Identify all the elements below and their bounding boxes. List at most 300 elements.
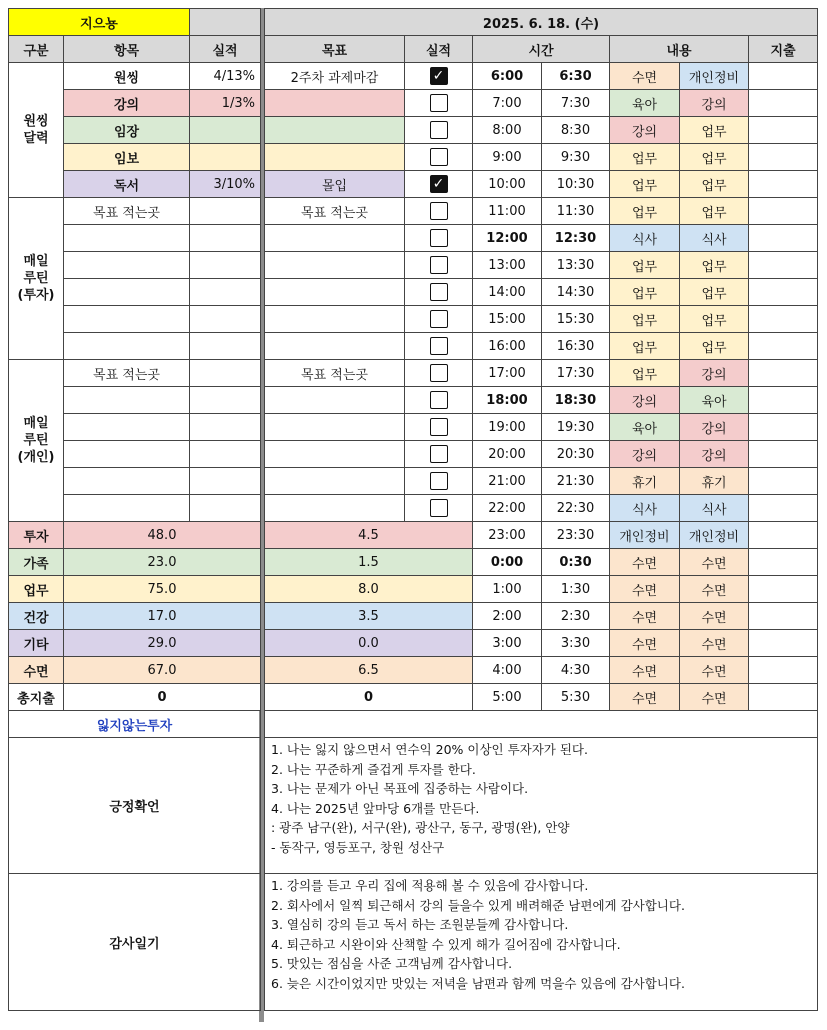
gratitude-line: 5. 맛있는 점심을 사준 고객님께 감사합니다. <box>271 956 513 971</box>
checkbox-checked[interactable]: ✓ <box>430 67 448 85</box>
time-start[interactable]: 17:00 <box>473 360 542 387</box>
content-cell[interactable]: 업무 <box>680 144 749 171</box>
content-cell[interactable]: 수면 <box>610 549 680 576</box>
checkbox-cell[interactable] <box>405 306 473 333</box>
expense-cell[interactable] <box>749 117 818 144</box>
content-cell[interactable]: 수면 <box>680 630 749 657</box>
schedule-row <box>265 387 818 414</box>
expense-cell[interactable] <box>749 441 818 468</box>
content-cell[interactable]: 개인정비 <box>680 522 749 549</box>
checkbox[interactable] <box>430 148 448 166</box>
affirmations-line: : 광주 남구(완), 서구(완), 광산구, 동구, 광명(완), 안양 <box>271 820 570 835</box>
time-end[interactable]: 22:30 <box>542 495 610 522</box>
goal-cell[interactable] <box>265 252 405 279</box>
content-cell[interactable]: 휴기 <box>680 468 749 495</box>
result-cell[interactable] <box>190 144 261 171</box>
gratitude-line: 3. 열심히 강의 듣고 독서 하는 조원분들께 감사합니다. <box>271 917 569 932</box>
summary-row <box>9 576 261 603</box>
summary-hours[interactable]: 0 <box>265 684 473 711</box>
checkbox[interactable] <box>430 499 448 517</box>
item-cell[interactable] <box>64 306 190 333</box>
item-cell[interactable] <box>64 468 190 495</box>
left-pane <box>8 8 260 1011</box>
summary-hours[interactable]: 1.5 <box>265 549 473 576</box>
item-cell[interactable]: 목표 적는곳 <box>64 198 190 225</box>
checkbox[interactable] <box>430 445 448 463</box>
expense-cell[interactable] <box>749 657 818 684</box>
group-label-line: 루틴 <box>23 271 49 286</box>
item-cell[interactable] <box>64 414 190 441</box>
date-row <box>265 9 818 36</box>
goal-cell[interactable]: 2주차 과제마감 <box>265 63 405 90</box>
content-cell[interactable]: 업무 <box>680 306 749 333</box>
expense-cell[interactable] <box>749 144 818 171</box>
result-cell[interactable] <box>190 279 261 306</box>
expense-cell[interactable] <box>749 90 818 117</box>
col-header-result[interactable]: 실적 <box>190 36 261 63</box>
name-cell[interactable]: 지으뇽 <box>9 9 190 36</box>
content-cell[interactable]: 업무 <box>680 279 749 306</box>
summary-value[interactable]: 0 <box>64 684 261 711</box>
summary-time-row <box>265 630 818 657</box>
content-cell[interactable]: 수면 <box>610 657 680 684</box>
result-cell[interactable] <box>190 495 261 522</box>
content-cell[interactable]: 수면 <box>680 549 749 576</box>
summary-value[interactable]: 48.0 <box>64 522 261 549</box>
summary-label[interactable]: 총지출 <box>9 684 64 711</box>
affirm-row <box>9 738 261 874</box>
content-cell[interactable]: 개인정비 <box>610 522 680 549</box>
expense-cell[interactable] <box>749 387 818 414</box>
summary-row <box>9 630 261 657</box>
blank-row <box>265 711 818 738</box>
checkbox-cell[interactable] <box>405 414 473 441</box>
goal-cell[interactable] <box>265 414 405 441</box>
checkbox-cell[interactable] <box>405 360 473 387</box>
expense-cell[interactable] <box>749 630 818 657</box>
result-cell[interactable] <box>190 306 261 333</box>
right-header-row <box>265 36 818 63</box>
content-cell[interactable]: 강의 <box>680 360 749 387</box>
schedule-row <box>265 252 818 279</box>
col-header-done[interactable]: 실적 <box>405 36 473 63</box>
affirmations-line: 4. 나는 2025년 앞마당 6개를 만든다. <box>271 800 480 816</box>
result-cell[interactable] <box>190 441 261 468</box>
checkbox-cell[interactable] <box>405 279 473 306</box>
summary-row <box>9 522 261 549</box>
right-pane <box>264 8 817 1011</box>
col-header-category[interactable]: 구분 <box>9 36 64 63</box>
content-cell[interactable]: 수면 <box>680 603 749 630</box>
right-table <box>264 8 818 1011</box>
goal-cell[interactable] <box>265 117 405 144</box>
group-label-line: 달력 <box>23 131 49 146</box>
time-start[interactable]: 16:00 <box>473 333 542 360</box>
schedule-row <box>265 468 818 495</box>
time-end[interactable]: 17:30 <box>542 360 610 387</box>
content-cell[interactable]: 식사 <box>680 225 749 252</box>
content-cell[interactable]: 업무 <box>680 252 749 279</box>
date-cell[interactable]: 2025. 6. 18. (수) <box>265 9 818 36</box>
checkbox[interactable] <box>430 472 448 490</box>
col-header-time[interactable]: 시간 <box>473 36 610 63</box>
goal-cell[interactable] <box>265 333 405 360</box>
left-row <box>9 198 261 225</box>
time-start[interactable]: 12:00 <box>473 225 542 252</box>
goal-cell[interactable]: 목표 적는곳 <box>265 198 405 225</box>
result-cell[interactable] <box>190 387 261 414</box>
expense-cell[interactable] <box>749 576 818 603</box>
expense-cell[interactable] <box>749 306 818 333</box>
time-start[interactable]: 3:00 <box>473 630 542 657</box>
checkbox[interactable] <box>430 337 448 355</box>
summary-label[interactable]: 기타 <box>9 630 64 657</box>
time-end[interactable]: 12:30 <box>542 225 610 252</box>
time-start[interactable]: 22:00 <box>473 495 542 522</box>
time-end[interactable]: 3:30 <box>542 630 610 657</box>
content-cell[interactable]: 수면 <box>680 576 749 603</box>
group-label[interactable] <box>9 198 64 360</box>
time-end[interactable]: 21:30 <box>542 468 610 495</box>
content-cell[interactable]: 식사 <box>610 225 680 252</box>
result-cell[interactable] <box>190 414 261 441</box>
checkbox-cell[interactable] <box>405 468 473 495</box>
time-start[interactable]: 0:00 <box>473 549 542 576</box>
time-end[interactable]: 5:30 <box>542 684 610 711</box>
group-label[interactable] <box>9 360 64 522</box>
time-end[interactable]: 15:30 <box>542 306 610 333</box>
time-end[interactable]: 13:30 <box>542 252 610 279</box>
expense-cell[interactable] <box>749 63 818 90</box>
summary-label[interactable]: 투자 <box>9 522 64 549</box>
gratitude-row <box>9 874 261 1011</box>
item-cell[interactable]: 임보 <box>64 144 190 171</box>
expense-cell[interactable] <box>749 279 818 306</box>
result-cell[interactable] <box>190 252 261 279</box>
time-end[interactable]: 11:30 <box>542 198 610 225</box>
group-label[interactable] <box>9 63 64 198</box>
summary-hours[interactable]: 0.0 <box>265 630 473 657</box>
content-cell[interactable]: 강의 <box>680 90 749 117</box>
result-cell[interactable]: 4/13% <box>190 63 261 90</box>
col-header-item[interactable]: 항목 <box>64 36 190 63</box>
checkbox[interactable] <box>430 418 448 436</box>
goal-cell[interactable]: 목표 적는곳 <box>265 360 405 387</box>
gratitude-line: 2. 회사에서 일찍 퇴근해서 강의 들을수 있게 배려해준 남편에게 감사합니다. <box>271 897 685 913</box>
gratitude-text[interactable] <box>265 874 818 1011</box>
summary-hours[interactable]: 8.0 <box>265 576 473 603</box>
time-start[interactable]: 18:00 <box>473 387 542 414</box>
time-end[interactable]: 1:30 <box>542 576 610 603</box>
goal-cell[interactable]: 몰입 <box>265 171 405 198</box>
summary-label[interactable]: 건강 <box>9 603 64 630</box>
time-end[interactable]: 9:30 <box>542 144 610 171</box>
schedule-row <box>265 117 818 144</box>
goal-cell[interactable] <box>265 279 405 306</box>
group-label-line: (투자) <box>17 288 55 303</box>
item-cell[interactable] <box>64 387 190 414</box>
goal-cell[interactable] <box>265 468 405 495</box>
checkbox-cell[interactable] <box>405 225 473 252</box>
summary-hours[interactable]: 6.5 <box>265 657 473 684</box>
affirmations-text[interactable] <box>265 738 818 874</box>
checkbox[interactable] <box>430 229 448 247</box>
time-start[interactable]: 1:00 <box>473 576 542 603</box>
schedule-row <box>265 495 818 522</box>
slogan-row <box>9 711 261 738</box>
content-cell[interactable]: 업무 <box>680 333 749 360</box>
expense-cell[interactable] <box>749 414 818 441</box>
group-label-line: 원씽 <box>23 114 49 129</box>
slogan[interactable]: 잃지않는투자 <box>9 711 261 738</box>
time-start[interactable]: 19:00 <box>473 414 542 441</box>
content-cell[interactable]: 식사 <box>610 495 680 522</box>
goal-cell[interactable] <box>265 144 405 171</box>
result-cell[interactable]: 1/3% <box>190 90 261 117</box>
checkbox[interactable] <box>430 121 448 139</box>
content-cell[interactable]: 강의 <box>680 414 749 441</box>
content-cell[interactable]: 업무 <box>610 171 680 198</box>
checkbox-cell[interactable] <box>405 171 473 198</box>
time-end[interactable]: 8:30 <box>542 117 610 144</box>
checkbox-cell[interactable] <box>405 495 473 522</box>
expense-cell[interactable] <box>749 549 818 576</box>
expense-cell[interactable] <box>749 603 818 630</box>
summary-hours[interactable]: 3.5 <box>265 603 473 630</box>
goal-cell[interactable] <box>265 441 405 468</box>
summary-label[interactable]: 가족 <box>9 549 64 576</box>
result-cell[interactable] <box>190 117 261 144</box>
group-label-line: 루틴 <box>23 433 49 448</box>
content-cell[interactable]: 업무 <box>680 198 749 225</box>
summary-value[interactable]: 67.0 <box>64 657 261 684</box>
schedule-row <box>265 171 818 198</box>
checkbox-cell[interactable] <box>405 117 473 144</box>
checkbox-cell[interactable] <box>405 63 473 90</box>
content-cell[interactable]: 수면 <box>610 576 680 603</box>
content-cell[interactable]: 수면 <box>610 684 680 711</box>
time-start[interactable]: 23:00 <box>473 522 542 549</box>
content-cell[interactable]: 수면 <box>680 684 749 711</box>
summary-time-row <box>265 657 818 684</box>
goal-cell[interactable] <box>265 306 405 333</box>
expense-cell[interactable] <box>749 360 818 387</box>
time-end[interactable]: 6:30 <box>542 63 610 90</box>
time-start[interactable]: 2:00 <box>473 603 542 630</box>
checkbox[interactable] <box>430 94 448 112</box>
checkbox-cell[interactable] <box>405 252 473 279</box>
content-cell[interactable]: 업무 <box>610 333 680 360</box>
time-end[interactable]: 0:30 <box>542 549 610 576</box>
item-cell[interactable] <box>64 252 190 279</box>
checkbox[interactable] <box>430 364 448 382</box>
summary-label[interactable]: 업무 <box>9 576 64 603</box>
result-cell[interactable] <box>190 333 261 360</box>
item-cell[interactable] <box>64 279 190 306</box>
col-header-goal[interactable]: 목표 <box>265 36 405 63</box>
item-cell[interactable] <box>64 225 190 252</box>
checkbox-cell[interactable] <box>405 333 473 360</box>
expense-cell[interactable] <box>749 522 818 549</box>
expense-cell[interactable] <box>749 252 818 279</box>
time-end[interactable]: 2:30 <box>542 603 610 630</box>
gratitude <box>265 874 818 1011</box>
time-start[interactable]: 11:00 <box>473 198 542 225</box>
item-cell[interactable] <box>64 333 190 360</box>
group-label-line: (개인) <box>17 450 55 465</box>
time-end[interactable]: 7:30 <box>542 90 610 117</box>
content-cell[interactable]: 강의 <box>610 441 680 468</box>
content-cell[interactable]: 업무 <box>610 144 680 171</box>
time-start[interactable]: 15:00 <box>473 306 542 333</box>
time-end[interactable]: 16:30 <box>542 333 610 360</box>
time-start[interactable]: 8:00 <box>473 117 542 144</box>
time-end[interactable]: 10:30 <box>542 171 610 198</box>
summary-time-row <box>265 603 818 630</box>
content-cell[interactable]: 업무 <box>610 306 680 333</box>
gratitude-line: 4. 퇴근하고 시완이와 산책할 수 있게 해가 길어짐에 감사합니다. <box>271 936 621 952</box>
schedule-row <box>265 441 818 468</box>
col-header-expense[interactable]: 지출 <box>749 36 818 63</box>
summary-value[interactable]: 23.0 <box>64 549 261 576</box>
checkbox[interactable] <box>430 283 448 301</box>
checkbox-cell[interactable] <box>405 90 473 117</box>
result-cell[interactable]: 3/10% <box>190 171 261 198</box>
content-cell[interactable]: 식사 <box>680 495 749 522</box>
affirm-label[interactable]: 긍정확언 <box>9 738 261 874</box>
time-start[interactable]: 14:00 <box>473 279 542 306</box>
time-start[interactable]: 21:00 <box>473 468 542 495</box>
result-cell[interactable] <box>190 468 261 495</box>
content-cell[interactable]: 수면 <box>610 603 680 630</box>
item-cell[interactable] <box>64 495 190 522</box>
result-cell[interactable] <box>190 360 261 387</box>
checkbox-cell[interactable] <box>405 144 473 171</box>
item-cell[interactable]: 강의 <box>64 90 190 117</box>
summary-row <box>9 603 261 630</box>
result-cell[interactable] <box>190 225 261 252</box>
content-cell[interactable]: 개인정비 <box>680 63 749 90</box>
summary-value[interactable]: 17.0 <box>64 603 261 630</box>
content-cell[interactable]: 업무 <box>610 198 680 225</box>
schedule-row <box>265 306 818 333</box>
summary-label[interactable]: 수면 <box>9 657 64 684</box>
schedule-row <box>265 360 818 387</box>
goal-cell[interactable] <box>265 495 405 522</box>
time-start[interactable]: 6:00 <box>473 63 542 90</box>
summary-time-row <box>265 576 818 603</box>
blank-header-cell[interactable] <box>190 9 261 36</box>
goal-cell[interactable] <box>265 90 405 117</box>
content-cell[interactable]: 육아 <box>610 90 680 117</box>
checkbox[interactable] <box>430 202 448 220</box>
gratitude-line: 1. 강의를 듣고 우리 집에 적용해 볼 수 있음에 감사합니다. <box>271 878 589 893</box>
affirmations-line: 3. 나는 문제가 아닌 목표에 집중하는 사람이다. <box>271 781 529 796</box>
expense-cell[interactable] <box>749 225 818 252</box>
affirmations-line: 1. 나는 잃지 않으면서 연수익 20% 이상인 투자자가 된다. <box>271 742 588 757</box>
summary-value[interactable]: 29.0 <box>64 630 261 657</box>
schedule-row <box>265 144 818 171</box>
content-cell[interactable]: 업무 <box>680 171 749 198</box>
schedule-row <box>265 225 818 252</box>
time-start[interactable]: 5:00 <box>473 684 542 711</box>
left-row <box>9 360 261 387</box>
time-end[interactable]: 14:30 <box>542 279 610 306</box>
summary-value[interactable]: 75.0 <box>64 576 261 603</box>
content-cell[interactable]: 휴기 <box>610 468 680 495</box>
content-cell[interactable]: 업무 <box>610 252 680 279</box>
time-end[interactable]: 23:30 <box>542 522 610 549</box>
content-cell[interactable]: 강의 <box>610 117 680 144</box>
item-cell[interactable]: 원씽 <box>64 63 190 90</box>
time-start[interactable]: 4:00 <box>473 657 542 684</box>
time-end[interactable]: 19:30 <box>542 414 610 441</box>
item-cell[interactable]: 목표 적는곳 <box>64 360 190 387</box>
left-table <box>8 8 261 1011</box>
item-cell[interactable]: 임장 <box>64 117 190 144</box>
name-row <box>9 9 261 36</box>
time-start[interactable]: 9:00 <box>473 144 542 171</box>
expense-cell[interactable] <box>749 198 818 225</box>
checkbox-checked[interactable]: ✓ <box>430 175 448 193</box>
col-header-content[interactable]: 내용 <box>610 36 749 63</box>
time-start[interactable]: 20:00 <box>473 441 542 468</box>
result-cell[interactable] <box>190 198 261 225</box>
content-cell[interactable]: 수면 <box>610 63 680 90</box>
item-cell[interactable]: 독서 <box>64 171 190 198</box>
checkbox[interactable] <box>430 310 448 328</box>
content-cell[interactable]: 육아 <box>610 414 680 441</box>
time-end[interactable]: 4:30 <box>542 657 610 684</box>
time-start[interactable]: 10:00 <box>473 171 542 198</box>
time-start[interactable]: 13:00 <box>473 252 542 279</box>
time-start[interactable]: 7:00 <box>473 90 542 117</box>
checkbox[interactable] <box>430 391 448 409</box>
gratitude-label[interactable]: 감사일기 <box>9 874 261 1011</box>
expense-cell[interactable] <box>749 684 818 711</box>
content-cell[interactable]: 수면 <box>610 630 680 657</box>
checkbox-cell[interactable] <box>405 387 473 414</box>
schedule-row <box>265 90 818 117</box>
content-cell[interactable]: 업무 <box>610 279 680 306</box>
time-end[interactable]: 18:30 <box>542 387 610 414</box>
content-cell[interactable]: 강의 <box>610 387 680 414</box>
expense-cell[interactable] <box>749 333 818 360</box>
content-cell[interactable]: 업무 <box>610 360 680 387</box>
goal-cell[interactable] <box>265 387 405 414</box>
content-cell[interactable]: 강의 <box>680 441 749 468</box>
item-cell[interactable] <box>64 441 190 468</box>
expense-cell[interactable] <box>749 495 818 522</box>
checkbox-cell[interactable] <box>405 198 473 225</box>
checkbox[interactable] <box>430 256 448 274</box>
gratitude-line: 6. 늦은 시간이었지만 맛있는 저녁을 남편과 함께 먹을수 있음에 감사합니다. <box>271 975 685 991</box>
blank-cell[interactable] <box>265 711 818 738</box>
content-cell[interactable]: 육아 <box>680 387 749 414</box>
summary-hours[interactable]: 4.5 <box>265 522 473 549</box>
content-cell[interactable]: 수면 <box>680 657 749 684</box>
time-end[interactable]: 20:30 <box>542 441 610 468</box>
expense-cell[interactable] <box>749 171 818 198</box>
summary-row <box>9 657 261 684</box>
schedule-row <box>265 198 818 225</box>
expense-cell[interactable] <box>749 468 818 495</box>
content-cell[interactable]: 업무 <box>680 117 749 144</box>
checkbox-cell[interactable] <box>405 441 473 468</box>
affirmations <box>265 738 818 874</box>
affirmations-line: - 동작구, 영등포구, 창원 성산구 <box>271 839 445 855</box>
goal-cell[interactable] <box>265 225 405 252</box>
